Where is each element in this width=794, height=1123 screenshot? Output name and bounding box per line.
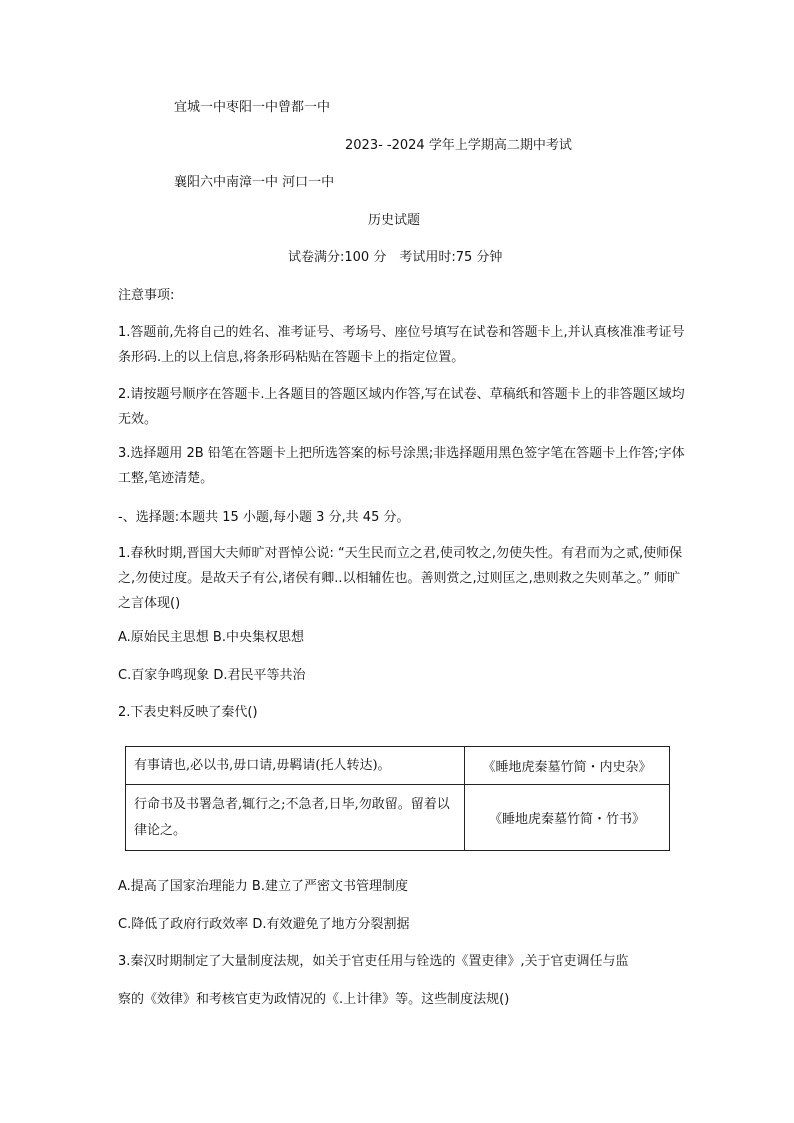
note-item-2: 2.请按题号顺序在答题卡.上各题目的答题区域内作答,写在试卷、草稿纸和答题卡上的非答题区域均无效。 [118,387,685,427]
score-time-info: 试卷满分:100 分 考试用时:75 分钟 [288,250,503,265]
table-row [126,785,670,851]
note-item-3: 3.选择题用 2B 铅笔在答题卡上把所选答案的标号涂黑;非选择题用黑色签字笔在答题卡上作答;字体工整,笔迹清楚。 [118,446,685,486]
school-names-line-1: 宜城一中枣阳一中曾都一中 [174,100,331,115]
table-row [126,747,670,785]
question-1-stem: 1.春秋时期,晋国大夫师旷对晋悼公说: “天生民而立之君,使司牧之,勿使失性。有君而为之贰,使师保之,勿使过度。是故天子有公,诸侯有卿..以相辅佐也。善则赏之,过则匡之,患则救之失则革之。” 师旷之言体现() [118,546,683,611]
school-names-line-2: 襄阳六中南漳一中 河口一中 [174,175,335,190]
question-2-options-cd: C.降低了政府行政效率 D.有效避免了地方分裂割据 [118,917,410,932]
question-3-stem-line-1: 3.秦汉时期制定了大量制度法规，如关于官吏任用与铨选的《置吏律》,关于官吏调任与监 [118,954,629,969]
note-item-1: 1.答题前,先将自己的姓名、准考证号、考场号、座位号填写在试卷和答题卡上,并认真核准准考证号条形码.上的以上信息,将条形码粘贴在答题卡上的指定位置。 [118,325,685,365]
question-3-stem-line-2: 察的《效律》和考核官吏为政情况的《.上计律》等。这些制度法规() [118,992,510,1007]
table-cell-source: 《睡地虎秦墓竹简・竹书》 [465,785,670,851]
question-2-options-ab: A.提高了国家治理能力 B.建立了严密文书管理制度 [118,879,408,894]
notes-title: 注意事项: [118,288,175,303]
table-cell-source: 《睡地虎秦墓竹简・内史杂》 [465,747,670,785]
section-heading: -、选择题:本题共 15 小题,每小题 3 分,共 45 分。 [118,510,410,525]
table-cell-text: 有事请也,必以书,毋口请,毋羁请(托人转达)。 [126,747,465,785]
exam-title: 2023- -2024 学年上学期高二期中考试 [345,138,572,153]
source-table [125,746,670,851]
table-cell-text: 行命书及书署急者,辄行之;不急者,日毕,勿敢留。留着以律论之。 [126,785,465,851]
question-2-stem: 2.下表史料反映了秦代() [118,705,258,720]
subject-title: 历史试题 [368,213,421,228]
question-1-options-cd: C.百家争鸣现象 D.君民平等共治 [118,668,306,683]
question-1-options-ab: A.原始民主思想 B.中央集权思想 [118,630,304,645]
